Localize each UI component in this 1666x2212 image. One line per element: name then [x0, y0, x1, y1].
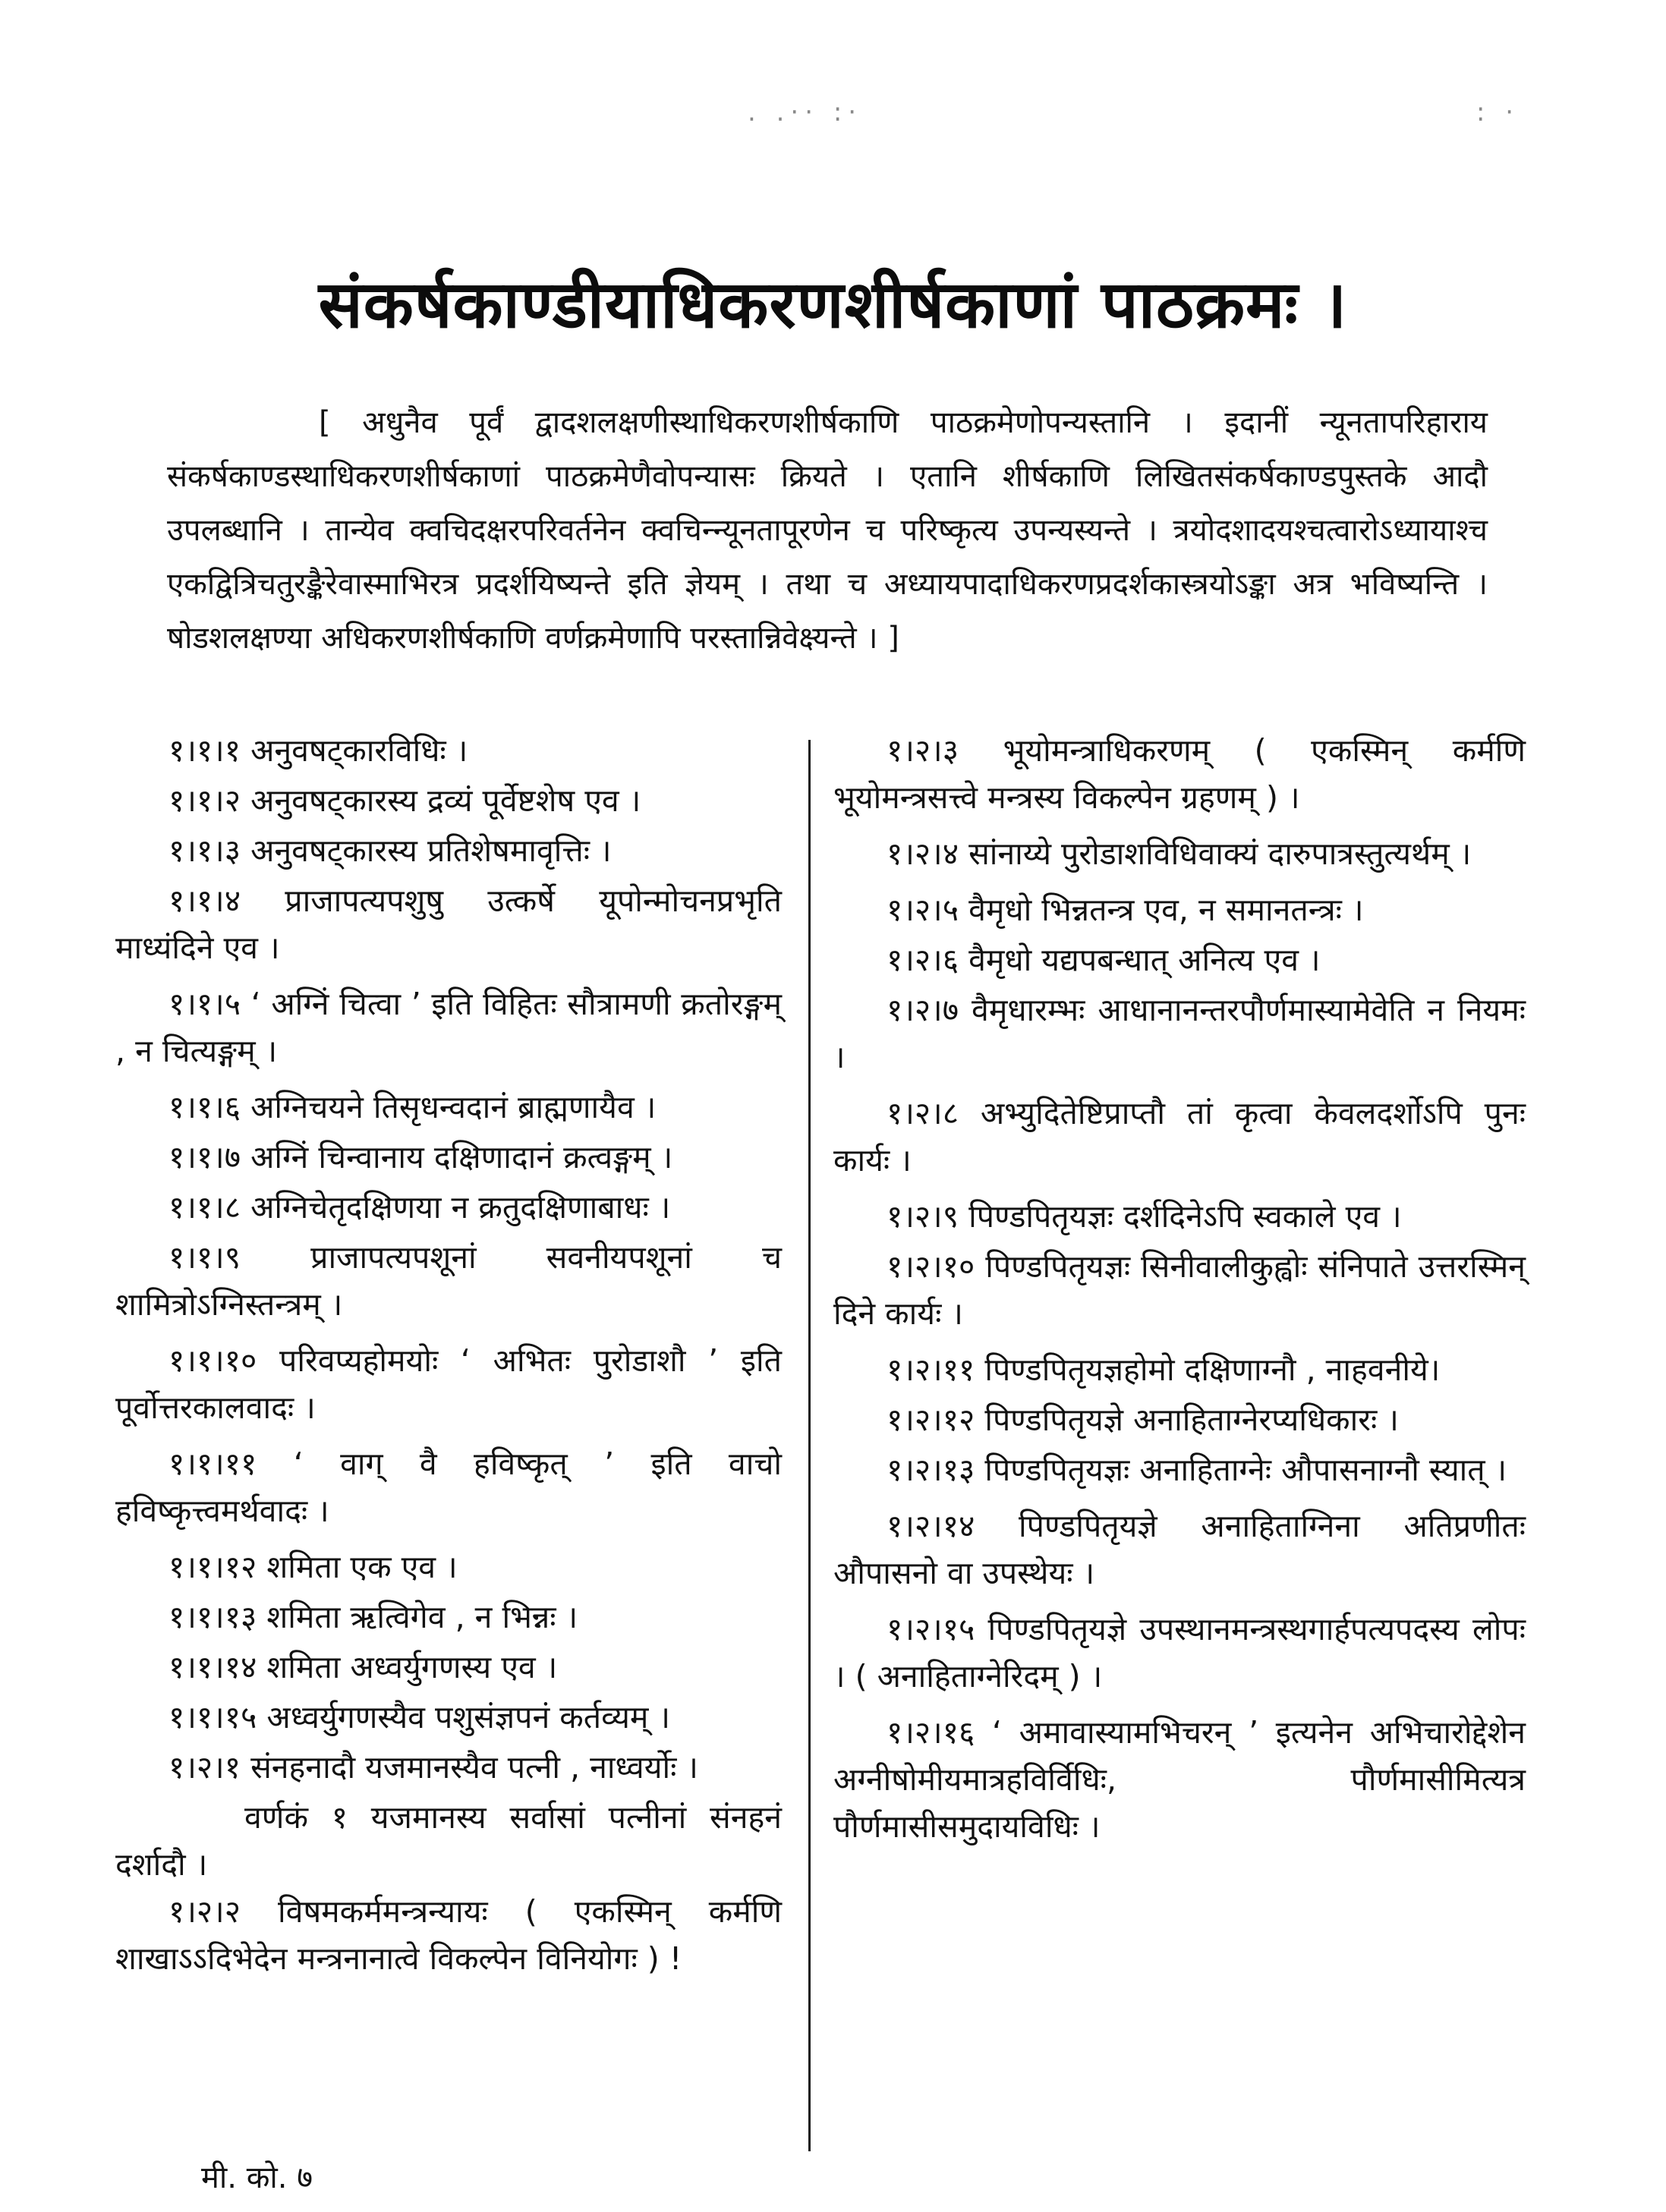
list-item: १।१।१३ शमिता ऋत्विगेव , न भिन्नः ।: [168, 1599, 578, 1635]
list-item: १।२।१४ पिण्डपितृयज्ञे अनाहिताग्निना अतिप्रणीतः औपासनो वा उपस्थेयः ।: [833, 1508, 1526, 1591]
list-item: १।२।१६ ‘ अमावास्यामभिचरन् ’ इत्यनेन अभिचारोद्देशेन अग्नीषोमीयमात्रहविर्विधिः, पौर्णमासीमित्यत्र पौर्णमासीसमुदायविधिः ।: [833, 1714, 1526, 1845]
intro-paragraph: [167, 396, 1488, 665]
list-item: १।१।४ प्राजापत्यपशुषु उत्कर्षे यूपोन्मोचनप्रभृति माध्यंदिने एव ।: [115, 883, 782, 966]
right-column: [833, 727, 1526, 1859]
list-item-varnaka: वर्णकं १ यजमानस्य सर्वासां पत्नीनां संनहनं दर्शादौ ।: [115, 1799, 782, 1883]
left-column: [115, 727, 782, 1991]
list-item: १।१।१० परिवप्यहोमयोः ‘ अभितः पुरोडाशौ ’ इति पूर्वोत्तरकालवादः ।: [115, 1342, 782, 1426]
list-item: १।१।१५ अध्वर्युगणस्यैव पशुसंज्ञपनं कर्तव्यम् ।: [168, 1699, 670, 1735]
list-item: १।१।१४ शमिता अध्वर्युगणस्य एव ।: [168, 1649, 558, 1685]
list-item: १।२।१ संनहनादौ यजमानस्यैव पत्नी , नाध्वर्योः ।: [168, 1749, 698, 1786]
list-item: १।२।३ भूयोमन्त्राधिकरणम् ( एकस्मिन् कर्मणि भूयोमन्त्रसत्त्वे मन्त्रस्य विकल्पेन ग्रहणम् ) ।: [833, 732, 1526, 816]
list-item: १।२।९ पिण्डपितृयज्ञः दर्शदिनेऽपि स्वकाले एव ।: [887, 1198, 1402, 1235]
scan-specks: . .·· :·: [748, 97, 863, 127]
list-item: १।१।६ अग्निचयने तिसृधन्वदानं ब्राह्मणायैव ।: [168, 1089, 657, 1125]
list-item: १।१।२ अनुवषट्कारस्य द्रव्यं पूर्वेष्टशेष एव ।: [168, 782, 641, 819]
list-item: १।१।९ प्राजापत्यपशूनां सवनीयपशूनां च शामित्रोऽग्निस्तन्त्रम् ।: [115, 1239, 782, 1323]
intro-text: [ अधुनैव पूर्वं द्वादशलक्षणीस्थाधिकरणशीर्षकाणि पाठक्रमेणोपन्यस्तानि । इदानीं न्यूनतापरिहाराय संकर्षकाण्डस्थाधिकरणशीर्षकाणां पाठक्रमेणैवोपन्यासः क्रियते । एतानि शीर्षकाणि लिखितसंकर्षकाण्डपुस्तके आदौ उपलब्धानि । तान्येव क्वचिदक्षरपरिवर्तनेन क्वचिन्न्यूनतापूरणेन च परिष्कृत्य उपन्यस्यन्ते । त्रयोदशादयश्चत्वारोऽध्यायाश्च एकद्वित्रिचतुरङ्कैरेवास्माभिरत्र प्रदर्शयिष्यन्ते इति ज्ञेयम् । तथा च अध्यायपादाधिकरणप्रदर्शकास्त्रयोऽङ्का अत्र भविष्यन्ति । षोडशलक्षण्या अधिकरणशीर्षकाणि वर्णक्रमेणापि परस्तान्निवेक्ष्यन्ते । ]: [167, 405, 1488, 656]
column-divider: [808, 740, 811, 2151]
list-item: १।१।८ अग्निचेतृदक्षिणया न क्रतुदक्षिणाबाधः ।: [168, 1189, 671, 1226]
list-item: १।१।३ अनुवषट्कारस्य प्रतिशेषमावृत्तिः ।: [168, 832, 612, 869]
scan-specks-right: : ·: [1476, 97, 1520, 127]
list-item: १।२।४ सांनाय्ये पुरोडाशविधिवाक्यं दारुपात्रस्तुत्यर्थम् ।: [887, 835, 1472, 872]
list-item: १।२।१० पिण्डपितृयज्ञः सिनीवालीकुह्वोः संनिपाते उत्तरस्मिन् दिने कार्यः ।: [833, 1248, 1526, 1332]
list-item: १।२।१५ पिण्डपितृयज्ञे उपस्थानमन्त्रस्थगार्हपत्यपदस्य लोपः । ( अनाहिताग्नेरिदम् ) ।: [833, 1611, 1526, 1694]
list-item: १।२।२ विषमकर्ममन्त्रन्यायः ( एकस्मिन् कर्मणि शाखाऽऽदिभेदेन मन्त्रनानात्वे विकल्पेन विनियोगः ) !: [115, 1893, 782, 1977]
list-item: १।२।१३ पिण्डपितृयज्ञः अनाहिताग्नेः औपासनाग्नौ स्यात् ।: [887, 1452, 1507, 1488]
list-item: १।२।११ पिण्डपितृयज्ञहोमो दक्षिणाग्नौ , नाहवनीये।: [887, 1351, 1441, 1388]
list-item: १।२।५ वैमृधो भिन्नतन्त्र एव, न समानतन्त्रः ।: [887, 892, 1364, 928]
list-item: १।२।६ वैमृधो यद्यपबन्धात् अनित्य एव ।: [887, 942, 1321, 978]
page-title: संकर्षकाण्डीयाधिकरणशीर्षकाणां पाठक्रमः ।: [318, 267, 1348, 343]
list-item: १।२।१२ पिण्डपितृयज्ञे अनाहिताग्नेरप्यधिकारः ।: [887, 1402, 1399, 1438]
page-signature: मी. को. ७: [201, 2160, 313, 2195]
list-item: १।२।८ अभ्युदितेष्टिप्राप्तौ तां कृत्वा केवलदर्शोऽपि पुनः कार्यः ।: [833, 1095, 1526, 1178]
list-item: १।२।७ वैमृधारम्भः आधानानन्तरपौर्णमास्यामेवेति न नियमः ।: [833, 992, 1526, 1075]
list-item: १।१।१२ शमिता एक एव ।: [168, 1549, 458, 1585]
list-item: १।१।५ ‘ अग्निं चित्वा ’ इति विहितः सौत्रामणी क्रतोरङ्गम् , न चित्यङ्गम् ।: [115, 986, 782, 1069]
list-item: १।१।११ ‘ वाग् वै हविष्कृत् ’ इति वाचो हविष्कृत्त्वमर्थवादः ।: [115, 1446, 782, 1529]
list-item: १।१।१ अनुवषट्कारविधिः ।: [168, 732, 468, 769]
list-item: १।१।७ अग्निं चिन्वानाय दक्षिणादानं क्रत्वङ्गम् ।: [168, 1139, 673, 1175]
